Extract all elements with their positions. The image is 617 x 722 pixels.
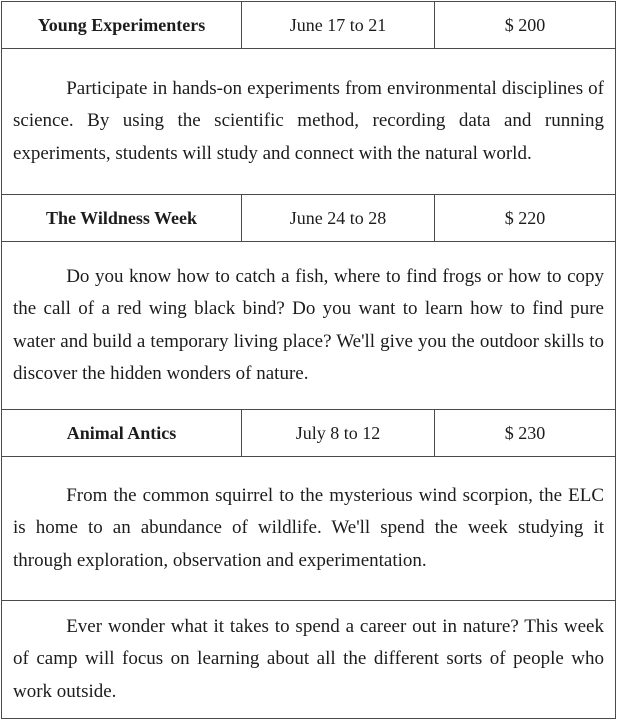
camp-header-row <box>2 2 616 49</box>
camp-price: $ 220 <box>435 195 616 242</box>
camp-description: Ever wonder what it takes to spend a career out in nature? This week of camp will focus on learning about all the different sorts of people who work outside. <box>13 615 604 702</box>
camp-description: From the common squirrel to the mysterious wind scorpion, the ELC is home to an abundance of wildlife. We'll spend the week studying it through exploration, observation and experimentation. <box>13 484 604 571</box>
camp-description: Participate in hands-on experiments from environmental disciplines of science. By using the scientific method, recording data and running experiments, students will study and connect with the natural world. <box>13 77 604 164</box>
camp-price: $ 200 <box>435 2 616 49</box>
camp-name: Animal Antics <box>2 410 242 457</box>
camp-dates: July 8 to 12 <box>242 410 435 457</box>
camp-description-row <box>2 457 616 601</box>
camp-price: $ 230 <box>435 410 616 457</box>
camp-header-row <box>2 410 616 457</box>
camp-description-row <box>2 601 616 719</box>
camp-name: Young Experimenters <box>2 2 242 49</box>
camp-name: The Wildness Week <box>2 195 242 242</box>
camp-dates: June 17 to 21 <box>242 2 435 49</box>
camp-dates: June 24 to 28 <box>242 195 435 242</box>
camp-header-row <box>2 195 616 242</box>
camp-description-row <box>2 49 616 195</box>
camp-schedule-table <box>1 1 616 719</box>
camp-description-row <box>2 242 616 410</box>
camp-description: Do you know how to catch a fish, where to find frogs or how to copy the call of a red wing black bind? Do you want to learn how to find pure water and build a temporary living place? We'll give you the outdoor skills to discover the hidden wonders of nature. <box>13 265 604 384</box>
